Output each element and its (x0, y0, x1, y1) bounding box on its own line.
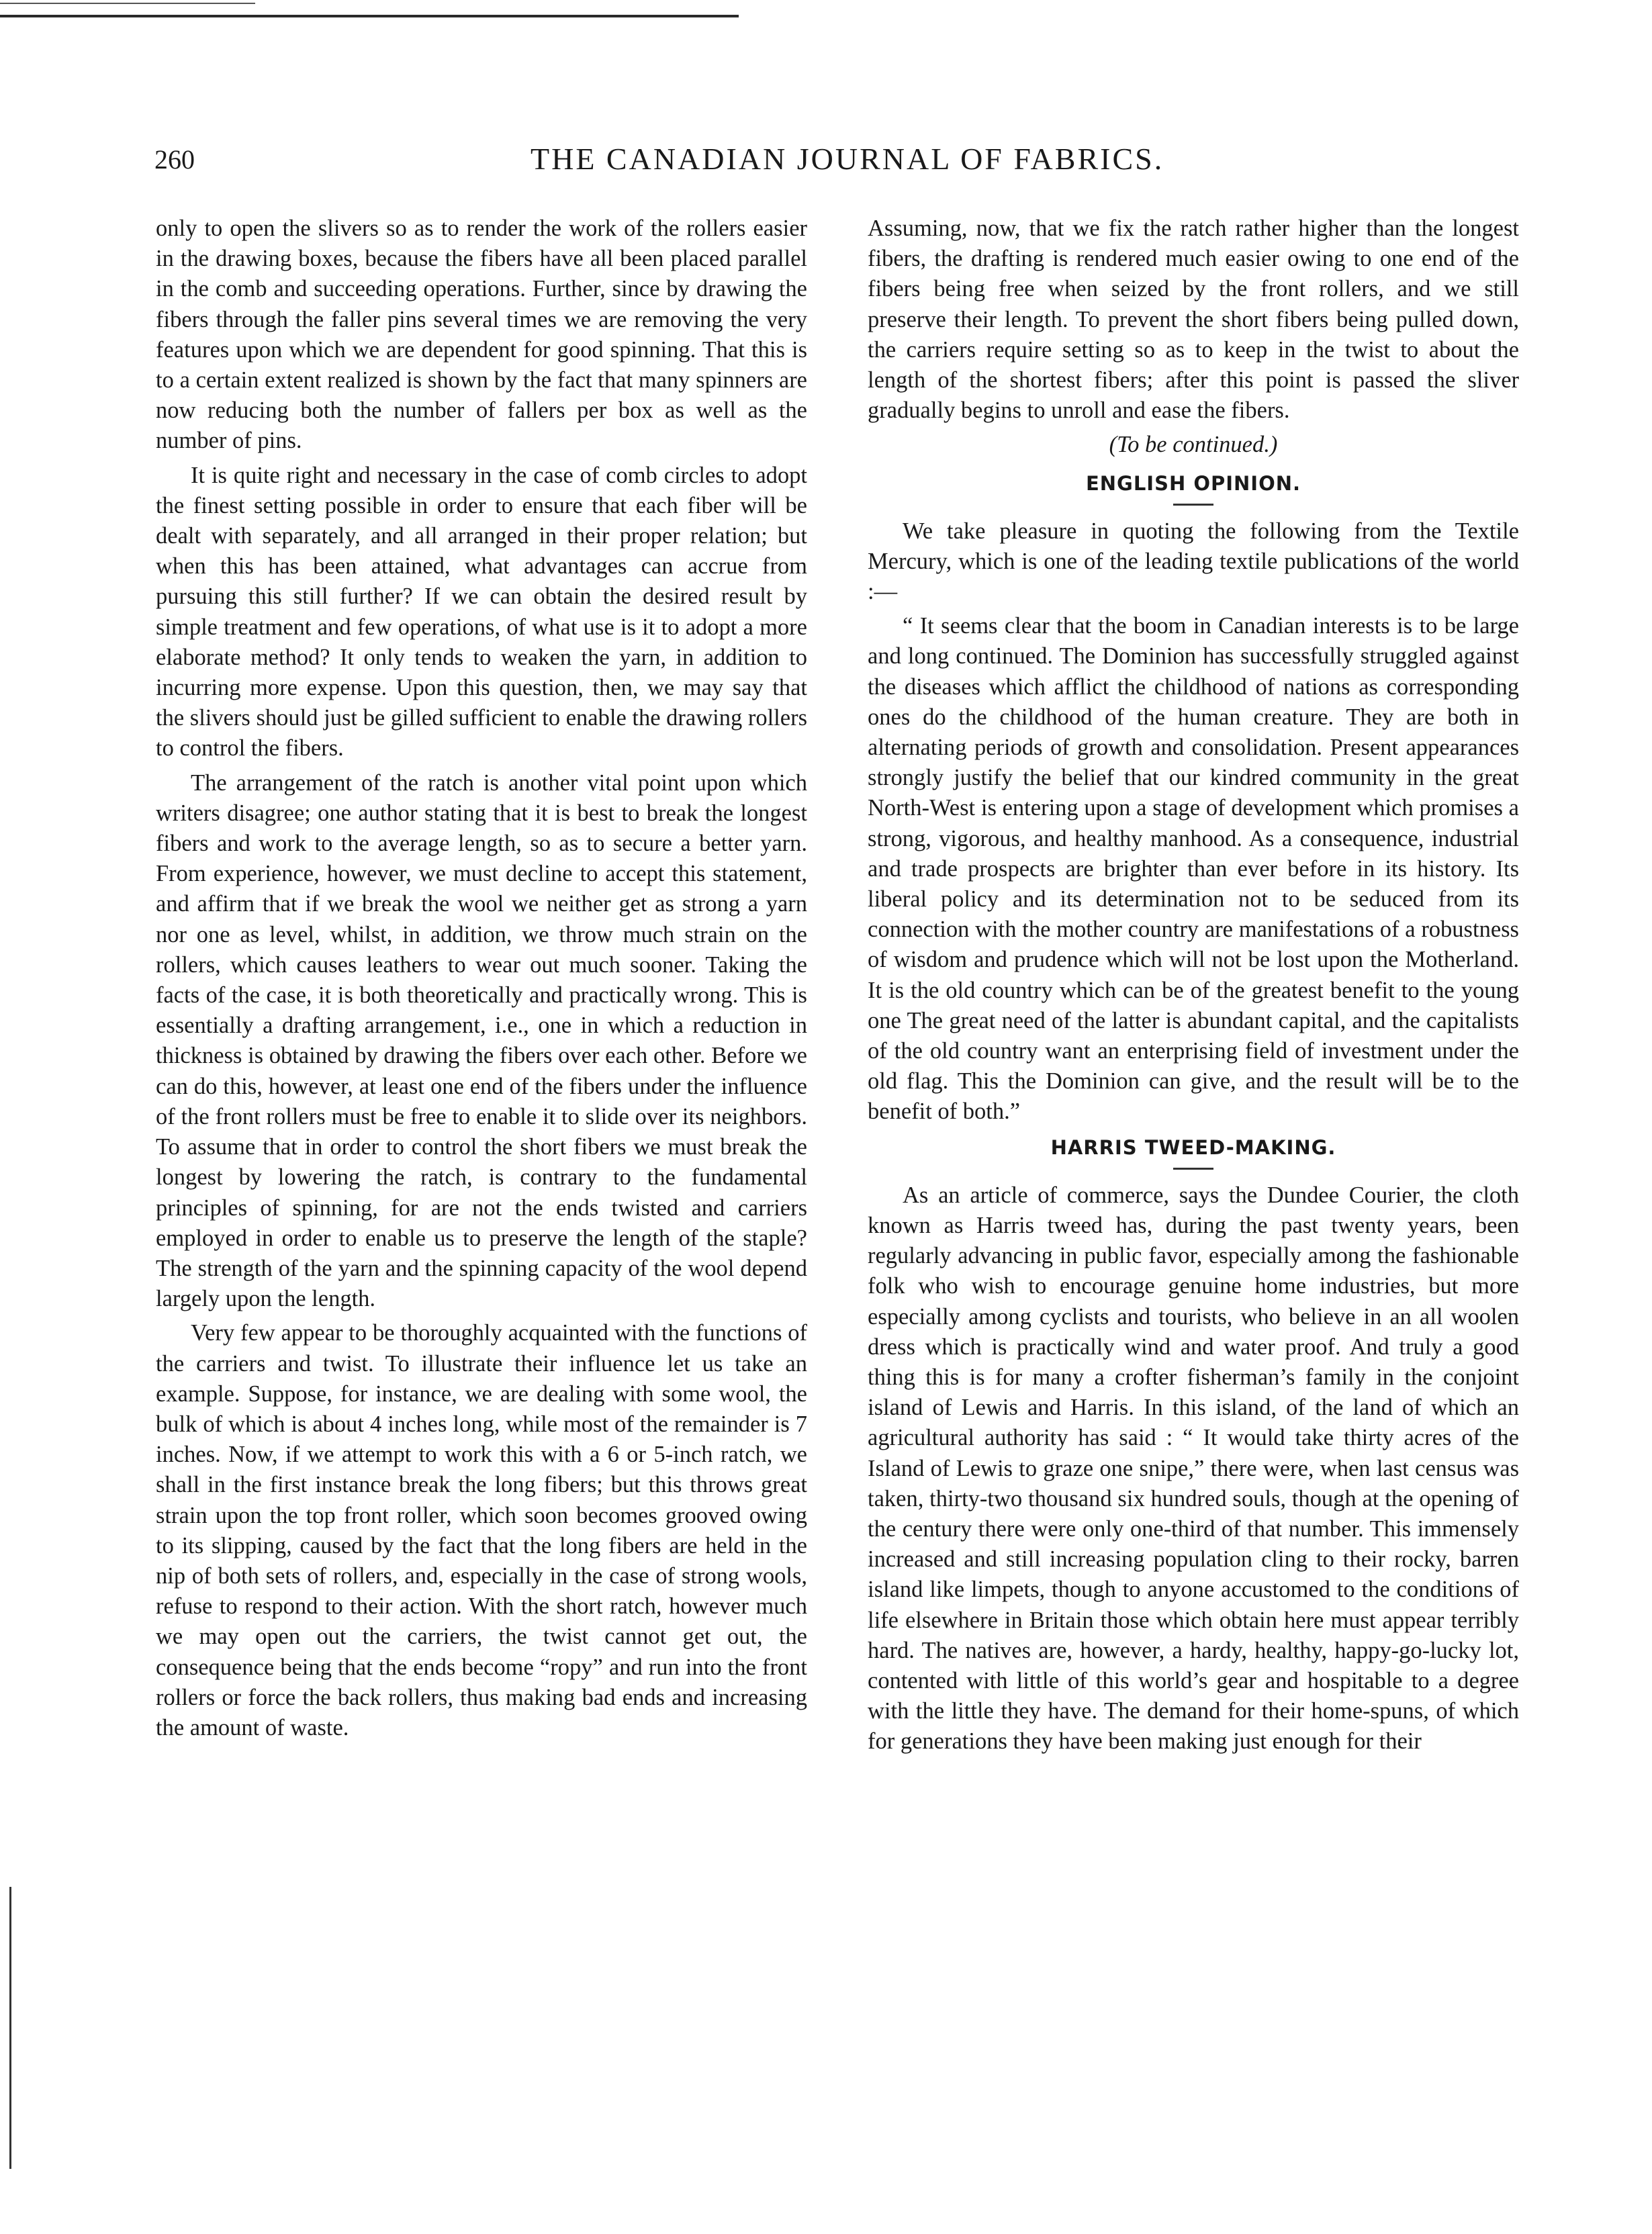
margin-scan-line (9, 1887, 11, 2169)
right-column (868, 214, 1519, 1761)
left-column (156, 214, 807, 1747)
top-scan-rule-short (0, 3, 255, 4)
section-heading-english-opinion: ENGLISH OPINION. (1085, 471, 1301, 495)
article-paragraph: The arrangement of the ratch is another vital point upon which writers disagree; one author stating that it is best to break the longest fibers and work to the average length, so as to secure a better yarn. From experience, however, we must decline to accept this statement, and affirm that if we break the wool we neither get as strong a yarn nor one as level, whilst, in addition, we throw much strain on the rollers, which causes leathers to wear out much sooner. Taking the facts of the case, it is both theoretically and practically wrong. This is essentially a drafting arrangement, i.e., one in which a reduction in thickness is obtained by drawing the fibers over each other. Before we can do this, however, at least one end of the fibers under the influence of the front rollers must be free to enable it to slide over its neighbors. To assume that in order to control the short fibers we must break the longest by lowering the ratch, is contrary to the fundamental principles of spinning, for are not the ends twisted and carriers employed in order to enable us to preserve the length of the staple? The strength of the yarn and the spinning capacity of the wool depend largely upon the length. (156, 770, 807, 1312)
section-heading-harris-tweed: HARRIS TWEED-MAKING. (1050, 1135, 1336, 1159)
journal-title: THE CANADIAN JOURNAL OF FABRICS. (531, 142, 1164, 176)
article-paragraph: only to open the slivers so as to render the work of the rollers easier in the drawing boxes, because the fibers have all been placed parallel in the comb and succeeding operations. Further, since by drawing the fibers through the faller pins several times we are removing the very features upon which we are dependent for good spinning. That this is to a certain extent realized is shown by the fact that many spinners are now reducing both the number of fallers per box as well as the number of pins. (156, 216, 807, 454)
english-opinion-section (868, 470, 1519, 1127)
heading-divider (1173, 504, 1213, 506)
article-paragraph: We take pleasure in quoting the following from the Textile Mercury, which is one of the leading textile publications of the world :— (868, 518, 1519, 605)
top-scan-rule (0, 15, 739, 17)
to-be-continued-note: (To be continued.) (1109, 432, 1278, 458)
article-paragraph: As an article of commerce, says the Dundee Courier, the cloth known as Harris tweed has, during the past twenty years, been regularly advancing in public favor, especially among the fashionable folk who wish to encourage genuine home industries, but more especially among cyclists and tourists, who believe in an all woolen dress which is practically wind and water proof. And truly a good thing this is for many a crofter fisherman’s family in the conjoint island of Lewis and Harris. In this island, of the land of which an agricultural authority has said : “ It would take thirty acres of the Island of Lewis to graze one snipe,” there were, when last census was taken, thirty-two thousand six hundred souls, though at the opening of the century there were only one-third of that number. This immensely increased and still increasing population cling to their rocky, barren island like limpets, though to anyone accustomed to the conditions of life elsewhere in Britain those which obtain here must appear terribly hard. The natives are, however, a hardy, healthy, happy-go-lucky lot, contented with little of this world’s gear and hospitable to a degree with the little they have. The demand for their home-spuns, of which for generations they have been making just enough for their (868, 1182, 1519, 1755)
page-header (154, 141, 1558, 181)
article-paragraph: It is quite right and necessary in the case of comb circles to adopt the finest setting possible in order to ensure that each fiber will be dealt with separately, and all arranged in their proper relation; but when this has been attained, what advantages can accrue from pursuing this still further? If we can obtain the desired result by simple treatment and few operations, of what use is it to adopt a more elaborate method? It only tends to weaken the yarn, in addition to incurring more expense. Upon this question, then, we may say that the slivers should just be gilled sufficient to enable the drawing rollers to control the fibers. (156, 462, 807, 761)
page-number: 260 (154, 144, 195, 175)
article-paragraph: Very few appear to be thoroughly acquainted with the functions of the carriers and twist. To illustrate their influence let us take an example. Suppose, for instance, we are dealing with some wool, the bulk of which is about 4 inches long, while most of the remainder is 7 inches. Now, if we attempt to work this with a 6 or 5-inch ratch, we shall in the first instance break the long fibers; but this throws great strain upon the top front roller, which soon becomes grooved owing to its slipping, caused by the fact that the long fibers are held in the nip of both sets of rollers, and, especially in the case of strong wools, refuse to respond to their action. With the short ratch, however much we may open out the carriers, the twist cannot get out, the consequence being that the ends become “ropy” and run into the front rollers or force the back rollers, thus making bad ends and increasing the amount of waste. (156, 1320, 807, 1740)
harris-tweed-section (868, 1134, 1519, 1757)
heading-divider (1173, 1168, 1213, 1170)
article-paragraph: Assuming, now, that we fix the ratch rather higher than the longest fibers, the drafting is rendered much easier owing to one end of the fibers being free when seized by the front rollers, and we still preserve their length. To prevent the short fibers being pulled down, the carriers require setting so as to keep in the twist to about the length of the shortest fibers; after this point is passed the sliver gradually begins to unroll and ease the fibers. (868, 216, 1519, 424)
article-paragraph: “ It seems clear that the boom in Canadian interests is to be large and long continued. The Dominion has successfully struggled against the diseases which afflict the childhood of nations as corresponding ones do the childhood of the human creature. They are both in alternating periods of growth and consolidation. Present appearances strongly justify the belief that our kindred community in the great North-West is entering upon a stage of development which promises a strong, vigorous, and healthy manhood. As a consequence, industrial and trade prospects are brighter than ever before in its history. Its liberal policy and its determination not to be seduced from its connection with the mother country are manifestations of a robustness of wisdom and prudence which will not be lost upon the Motherland. It is the old country which can be of the greatest benefit to the young one The great need of the latter is abundant capital, and the capitalists of the old country want an enterprising field of investment under the old flag. This the Dominion can give, and the result will be to the benefit of both.” (868, 613, 1519, 1125)
